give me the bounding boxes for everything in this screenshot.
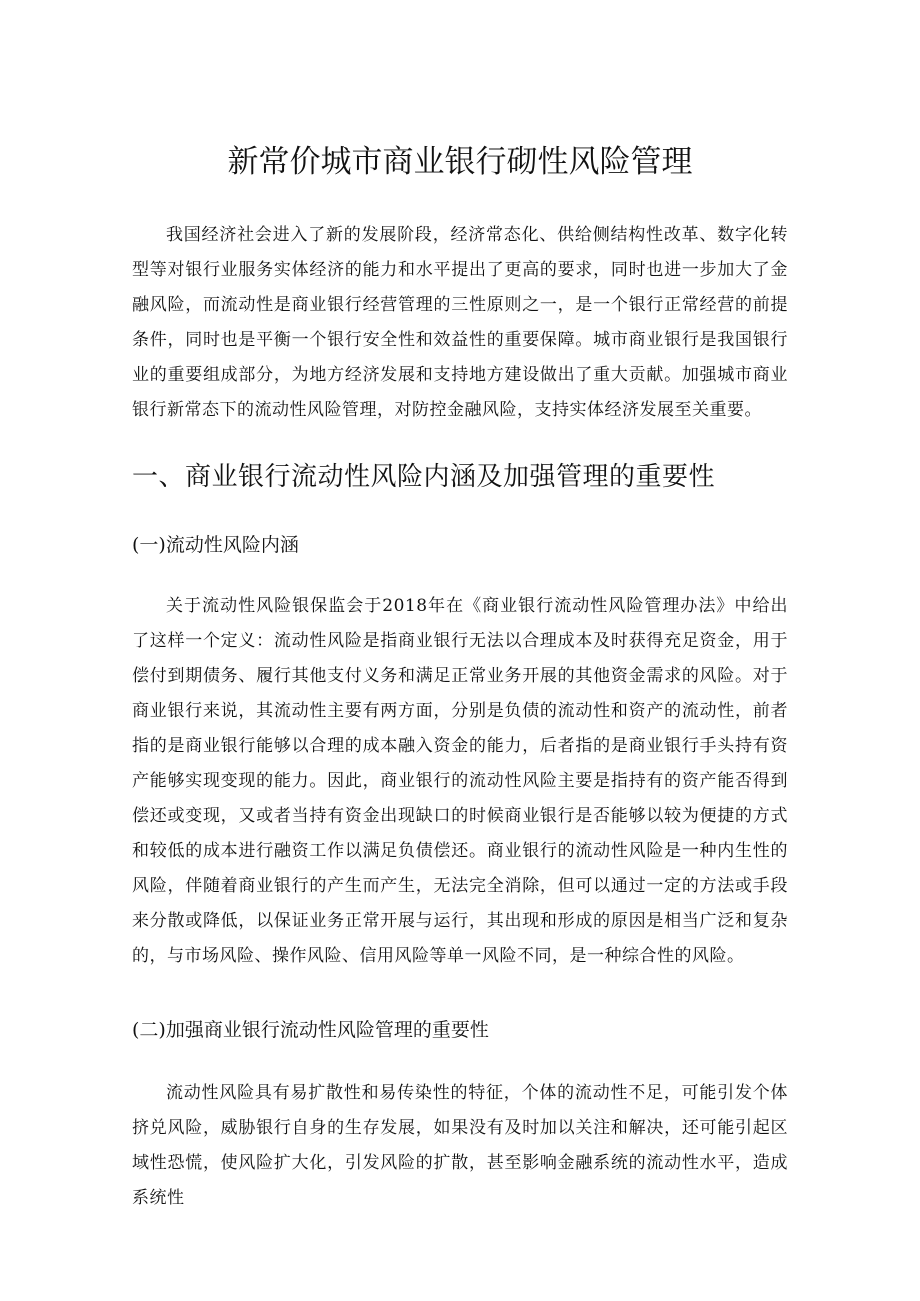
section-1-heading: 一、商业银行流动性风险内涵及加强管理的重要性 [132,462,716,492]
subsection-2-paragraph: 流动性风险具有易扩散性和易传染性的特征，个体的流动性不足，可能引发个体挤兑风险，威胁银行自身的生存发展，如果没有及时加以关注和解决，还可能引起区域性恐慌，使风险扩大化，引发风险的扩散，甚至影响金融系统的流动性水平，造成系统性 [132,1083,788,1208]
subsection-1-paragraph: 关于流动性风险银保监会于2018年在《商业银行流动性风险管理办法》中给出了这样一个定义：流动性风险是指商业银行无法以合理成本及时获得充足资金，用于偿付到期债务、履行其他支付义务和满足正常业务开展的其他资金需求的风险。对于商业银行来说，其流动性主要有两方面，分别是负债的流动性和资产的流动性，前者指的是商业银行能够以合理的成本融入资金的能力，后者指的是商业银行手头持有资产能够实现变现的能力。因此，商业银行的流动性风险主要是指持有的资产能否得到偿还或变现，又或者当持有资金出现缺口的时候商业银行是否能够以较为便捷的方式和较低的成本进行融资工作以满足负债偿还。商业银行的流动性风险是一种内生性的风险，伴随着商业银行的产生而产生，无法完全消除，但可以通过一定的方法或手段来分散或降低，以保证业务正常开展与运行，其出现和形成的原因是相当广泛和复杂的，与市场风险、操作风险、信用风险等单一风险不同，是一种综合性的风险。 [132,596,788,966]
intro-paragraph: 我国经济社会进入了新的发展阶段，经济常态化、供给侧结构性改革、数字化转型等对银行业服务实体经济的能力和水平提出了更高的要求，同时也进一步加大了金融风险，而流动性是商业银行经营管理的三性原则之一，是一个银行正常经营的前提条件，同时也是平衡一个银行安全性和效益性的重要保障。城市商业银行是我国银行业的重要组成部分，为地方经济发展和支持地方建设做出了重大贡献。加强城市商业银行新常态下的流动性风险管理，对防控金融风险，支持实体经济发展至关重要。 [132,225,788,420]
document-title: 新常价城市商业银行砌性风险管理 [227,144,693,180]
subsection-1-heading: (一)流动性风险内涵 [132,534,299,556]
subsection-2-heading: (二)加强商业银行流动性风险管理的重要性 [132,1019,489,1041]
